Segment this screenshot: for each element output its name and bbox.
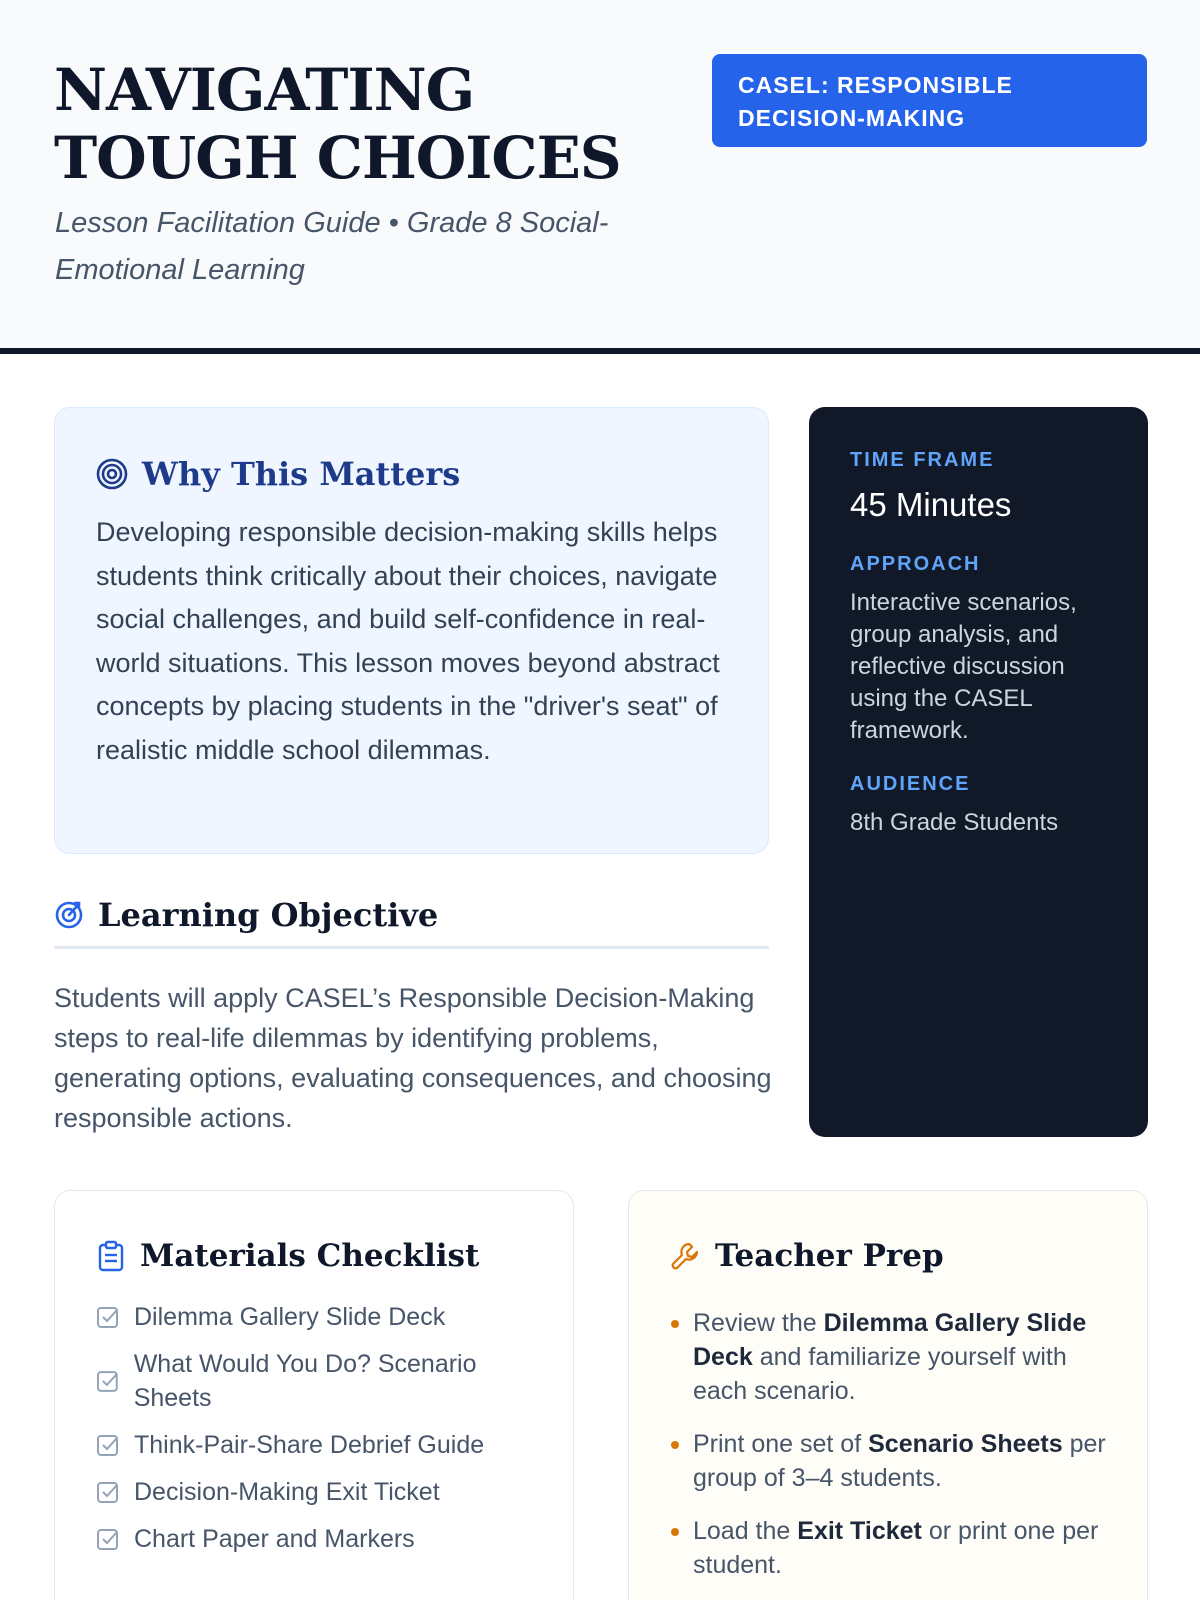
- list-item: [96, 1428, 556, 1462]
- material-label: Chart Paper and Markers: [134, 1525, 415, 1553]
- prep-text: Print one set of: [693, 1430, 869, 1458]
- audience-value: 8th Grade Students: [850, 809, 1059, 836]
- list-item: [669, 1427, 1109, 1495]
- prep-bold: Dilemma Gallery Slide Deck: [693, 1309, 1087, 1371]
- checkbox-icon: [96, 1369, 120, 1393]
- prep-text: and familiarize yourself with each scenario.: [693, 1343, 1067, 1405]
- material-label: What Would You Do? Scenario Sheets: [133, 1350, 477, 1412]
- bullet-icon: [671, 1441, 679, 1449]
- checkbox-icon: [96, 1527, 120, 1551]
- prep-text: per group of 3–4 students.: [693, 1430, 1106, 1492]
- goal-icon: [54, 893, 84, 937]
- checkbox-icon: [96, 1305, 120, 1329]
- time-frame-value: 45 Minutes: [850, 486, 1012, 523]
- material-label: Decision-Making Exit Ticket: [134, 1478, 440, 1506]
- materials-heading: [96, 1232, 479, 1280]
- checkbox-icon: [96, 1433, 120, 1457]
- why-body: Developing responsible decision-making skills helps students think critically about their choices, navigate social challenges, and build self-confidence in real-world situations. This lesson moves beyond abstract concepts by placing students in the "driver's seat" of realistic middle school dilemmas.: [96, 517, 720, 765]
- clipboard-icon: [96, 1240, 126, 1272]
- casel-badge: CASEL: RESPONSIBLE DECISION-MAKING: [712, 54, 1147, 147]
- audience-label: AUDIENCE: [850, 773, 971, 795]
- bullet-icon: [671, 1528, 679, 1536]
- wrench-icon: [669, 1240, 701, 1272]
- prep-text: Review the: [693, 1309, 824, 1337]
- materials-title: Materials Checklist: [140, 1238, 480, 1274]
- why-title: Why This Matters: [142, 455, 461, 493]
- objective-body: Students will apply CASEL’s Responsible Decision-Making steps to real-life dilemmas by identifying problems, generating options, evaluating consequences, and choosing responsible actions.: [54, 983, 772, 1133]
- teacher-prep-title: Teacher Prep: [715, 1238, 944, 1274]
- approach-label: APPROACH: [850, 553, 981, 575]
- materials-list: [96, 1300, 556, 1569]
- header: [0, 0, 1200, 354]
- list-item: [96, 1300, 556, 1334]
- list-item: [96, 1475, 556, 1509]
- time-frame-label: TIME FRAME: [850, 449, 995, 471]
- page-title: NAVIGATING TOUGH CHOICES: [54, 56, 621, 192]
- approach-value: Interactive scenarios, group analysis, and reflective discussion using the CASEL framework.: [850, 589, 1077, 744]
- audience-block: [850, 771, 1107, 839]
- objective-title: Learning Objective: [98, 896, 439, 934]
- approach-block: [850, 551, 1107, 747]
- material-label: Dilemma Gallery Slide Deck: [134, 1303, 446, 1331]
- objective-heading: [54, 893, 769, 949]
- teacher-prep-list: [669, 1306, 1109, 1600]
- teacher-prep-heading: [669, 1232, 944, 1280]
- prep-bold: Exit Ticket: [797, 1517, 922, 1545]
- why-heading: [96, 450, 460, 498]
- prep-text: Load the: [693, 1517, 798, 1545]
- target-icon: [96, 458, 128, 490]
- time-frame-block: [850, 447, 1107, 527]
- list-item: [96, 1347, 556, 1415]
- page-subtitle: Lesson Facilitation Guide • Grade 8 Social-Emotional Learning: [55, 207, 609, 286]
- bullet-icon: [671, 1320, 679, 1328]
- list-item: [669, 1306, 1109, 1408]
- lesson-info-sidebar: [809, 407, 1148, 1137]
- list-item: [96, 1522, 556, 1556]
- checkbox-icon: [96, 1480, 120, 1504]
- list-item: [669, 1514, 1109, 1582]
- prep-text: or print one per student.: [693, 1517, 1099, 1579]
- material-label: Think-Pair-Share Debrief Guide: [134, 1431, 485, 1459]
- prep-bold: Scenario Sheets: [868, 1430, 1063, 1458]
